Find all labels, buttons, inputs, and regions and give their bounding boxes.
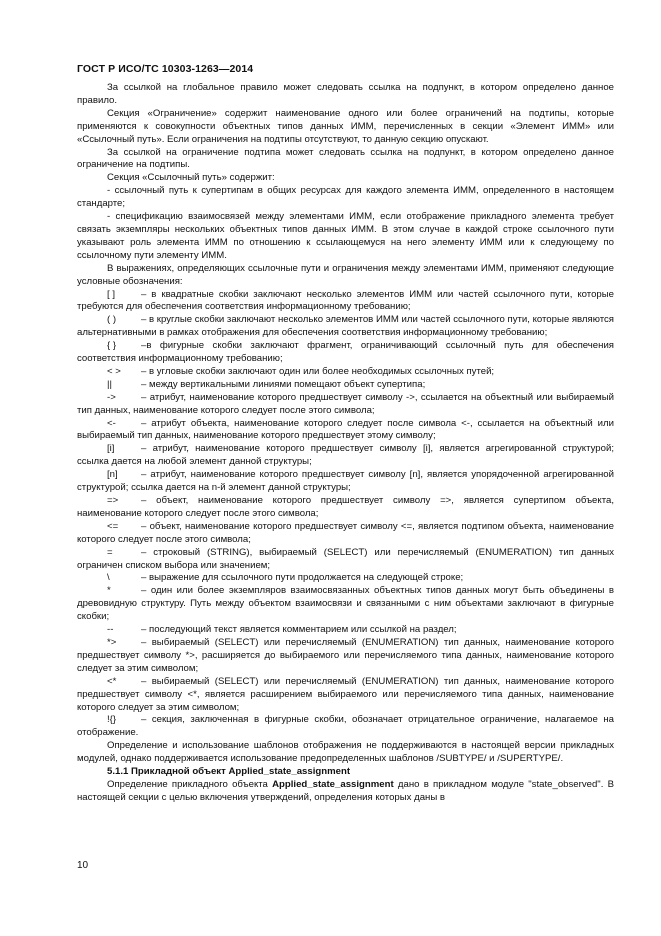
symbol-description: – в квадратные скобки заключают несколько элементов ИММ или частей ссылочного пути, которые требуются для обеспечения соответствия информационному требованию; [77, 288, 614, 313]
symbol-description: –в фигурные скобки заключают фрагмент, ограничивающий ссылочный путь для обеспечения соответствия информационному требованию; [77, 340, 614, 365]
symbol-definition [77, 418, 614, 444]
symbol-definition [77, 495, 614, 521]
symbol-description: – последующий текст является комментарием или ссылкой на раздел; [141, 624, 457, 636]
symbol-definition [77, 521, 614, 547]
subsection-heading: 5.1.1 Прикладной объект Applied_state_assignment [107, 766, 351, 778]
symbol-description: – атрибут объекта, наименование которого следует после символа <-, ссылается на объектный или выбираемый тип данных, наименование которого предшествует этому символу; [77, 417, 614, 442]
document-body [77, 82, 614, 805]
paragraph: Секция «Ссылочный путь» содержит: [107, 172, 275, 184]
symbol-description: – атрибут, наименование которого предшествует символу ->, ссылается на объектный или выбираемый тип данных, наименование которого следует после этого символа; [77, 391, 614, 416]
page-number: 10 [77, 860, 89, 871]
symbol-definition [77, 676, 614, 715]
symbol: [n] [107, 469, 118, 481]
symbol-description: – один или более экземпляров взаимосвязанных объектных типов данных могут быть объединены в древовидную структуру. Путь между объектом взаимосвязи и связанными с ним объектами заключают в фигурные скобки; [77, 585, 614, 623]
symbol-description: – атрибут, наименование которого предшествует символу [n], является упорядоченной агрегированной структурой; ссылка дается на n-й элемент данной структуры; [77, 469, 614, 494]
symbol-definition [77, 289, 614, 315]
symbol-description: – выбираемый (SELECT) или перечисляемый (ENUMERATION) тип данных, наименование которого предшествует символу <*, является расширением выбираемого или перечисляемого типа данных, наименование которого следует за этим символом; [77, 675, 614, 713]
paragraph: В выражениях, определяющих ссылочные пути и ограничения между элементами ИММ, применяют следующие условные обозначения: [77, 262, 614, 287]
symbol: !{} [107, 714, 117, 726]
entity-name: Applied_state_assignment [272, 778, 394, 790]
symbol-description: – объект, наименование которого предшествует символу =>, является супертипом объекта, наименование которого следует после этого символа; [77, 495, 614, 519]
symbol-definition [77, 637, 614, 676]
symbol-list [77, 289, 614, 741]
symbol-definition [77, 572, 614, 585]
symbol-definition [77, 585, 614, 624]
symbol-description: – между вертикальными линиями помещают объект супертипа; [141, 378, 426, 390]
symbol: { } [107, 340, 117, 352]
symbol: [i] [107, 443, 115, 455]
paragraph [77, 779, 614, 805]
symbol-description: – атрибут, наименование которого предшествует символу [i], является агрегированной структурой; ссылка дается на любой элемент данной структуры; [77, 443, 614, 468]
symbol: <= [107, 520, 119, 532]
symbol-definition [77, 379, 614, 392]
text-span: Определение прикладного объекта [107, 778, 273, 790]
symbol: \ [107, 572, 110, 584]
symbol-definition [77, 714, 614, 740]
symbol-description: – в круглые скобки заключают несколько элементов ИММ или частей ссылочного пути, которые являются альтернативными в рамках отображения для обеспечения соответствия информационному требованию; [77, 314, 614, 339]
symbol: || [107, 378, 112, 390]
list-item: - спецификацию взаимосвязей между элементами ИММ, если отображение прикладного элемента требует связать экземпляры нескольких объектных типов данных ИММ. В этом случае в каждой строке ссылочного пути указывают роль элемента ИММ по отношению к ссылающемуся на него элементу ИММ или к следующему по ссылочному пути элементу ИММ. [77, 211, 614, 261]
symbol-definition [77, 366, 614, 379]
paragraph: За ссылкой на глобальное правило может следовать ссылка на подпункт, в котором определено данное правило. [77, 82, 614, 106]
document-header: ГОСТ Р ИСО/ТС 10303-1263—2014 [77, 63, 254, 75]
symbol: -> [107, 391, 116, 403]
symbol: -- [107, 624, 114, 636]
symbol-definition [77, 547, 614, 573]
symbol: = [107, 546, 113, 558]
symbol-description: – в угловые скобки заключают один или более необходимых ссылочных путей; [141, 365, 495, 377]
symbol: <- [107, 417, 116, 429]
symbol-definition [77, 340, 614, 366]
symbol-definition [77, 314, 614, 340]
symbol-definition [77, 469, 614, 495]
symbol: [ ] [107, 288, 115, 300]
paragraph: За ссылкой на ограничение подтипа может следовать ссылка на подпункт, в котором определено данное ограничение на подтипы. [77, 146, 614, 171]
symbol-description: – строковый (STRING), выбираемый (SELECT) или перечисляемый (ENUMERATION) тип данных ограничен списком выбора или значением; [77, 546, 614, 571]
symbol: *> [107, 636, 117, 648]
symbol: < > [107, 365, 121, 377]
symbol-definition [77, 624, 614, 637]
symbol: <* [107, 675, 117, 687]
symbol: ( ) [107, 314, 117, 326]
text-span: дано в прикладном модуле "state_observed". В настоящей секции с целью включения утверждений, определения которых даны в [77, 778, 614, 803]
symbol: => [107, 495, 119, 506]
list-item: - ссылочный путь к супертипам в общих ресурсах для каждого элемента ИММ, определенного в настоящем стандарте; [77, 185, 614, 210]
symbol-definition [77, 392, 614, 418]
symbol: * [107, 585, 111, 597]
paragraph: Секция «Ограничение» содержит наименование одного или более ограничений на подтипы, которые применяются к совокупности объектных типов данных ИММ, перечисленных в секции «Элемент ИММ» или «Ссылочный путь». Если ограничения на подтипы отсутствуют, то данную секцию опускают. [77, 107, 614, 145]
symbol-definition [77, 443, 614, 469]
symbol-description: – выражение для ссылочного пути продолжается на следующей строке; [141, 572, 464, 584]
symbol-description: – объект, наименование которого предшествует символу <=, является подтипом объекта, наименование которого следует после этого символа; [77, 520, 614, 545]
paragraph: Определение и использование шаблонов отображения не поддерживаются в настоящей версии прикладных модулей, однако поддерживается использование предопределенных шаблонов /SUBTYPE/ и /SUPERTYPE/. [77, 740, 614, 765]
symbol-description: – выбираемый (SELECT) или перечисляемый (ENUMERATION) тип данных, наименование которого предшествует символу *>, расширяется до выбираемого или перечисляемого типа данных, наименование которого следует за этим символом; [77, 636, 614, 674]
symbol-description: – секция, заключенная в фигурные скобки, обозначает отрицательное ограничение, налагаемое на отображение. [77, 714, 614, 739]
